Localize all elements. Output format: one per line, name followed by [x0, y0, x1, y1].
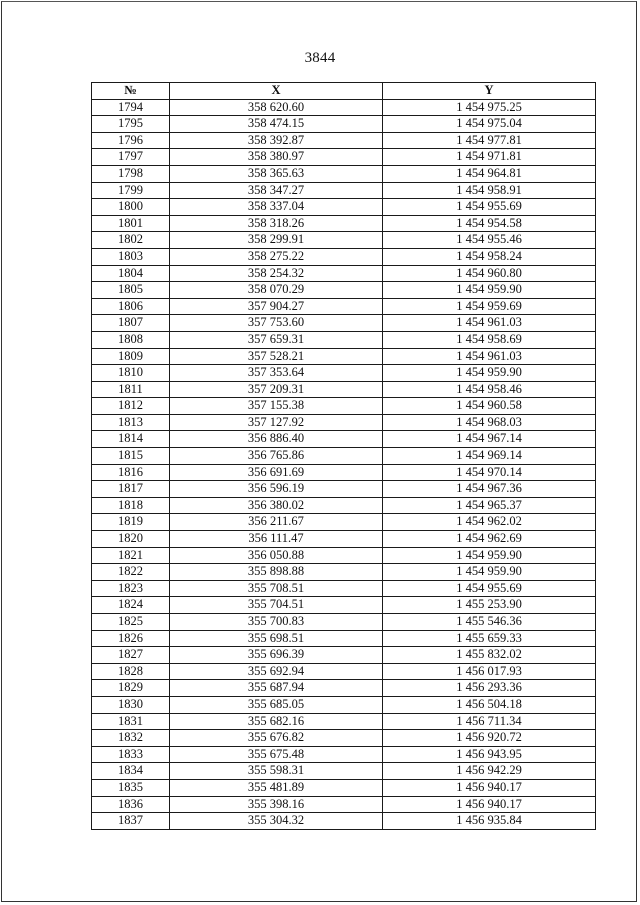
table-body — [92, 99, 596, 829]
table-row — [92, 730, 596, 747]
table-row — [92, 481, 596, 498]
cell-x: 356 691.69 — [170, 464, 383, 481]
cell-y: 1 454 959.69 — [383, 298, 596, 315]
cell-x: 358 392.87 — [170, 132, 383, 149]
cell-number: 1830 — [92, 696, 170, 713]
cell-y: 1 455 546.36 — [383, 614, 596, 631]
cell-number: 1835 — [92, 779, 170, 796]
table-header-row — [92, 83, 596, 100]
table-row — [92, 431, 596, 448]
cell-x: 358 365.63 — [170, 165, 383, 182]
table-row — [92, 779, 596, 796]
cell-number: 1797 — [92, 149, 170, 166]
table-row — [92, 381, 596, 398]
cell-number: 1823 — [92, 580, 170, 597]
cell-number: 1813 — [92, 414, 170, 431]
cell-y: 1 454 954.58 — [383, 215, 596, 232]
cell-number: 1795 — [92, 116, 170, 133]
cell-x: 355 598.31 — [170, 763, 383, 780]
cell-number: 1818 — [92, 497, 170, 514]
cell-number: 1836 — [92, 796, 170, 813]
cell-number: 1802 — [92, 232, 170, 249]
cell-y: 1 454 969.14 — [383, 448, 596, 465]
cell-y: 1 454 955.46 — [383, 232, 596, 249]
cell-x: 358 254.32 — [170, 265, 383, 282]
cell-number: 1805 — [92, 282, 170, 299]
cell-x: 355 685.05 — [170, 696, 383, 713]
cell-number: 1816 — [92, 464, 170, 481]
cell-y: 1 456 920.72 — [383, 730, 596, 747]
cell-y: 1 455 659.33 — [383, 630, 596, 647]
table-row — [92, 497, 596, 514]
cell-x: 358 275.22 — [170, 248, 383, 265]
cell-number: 1831 — [92, 713, 170, 730]
header-x: X — [170, 83, 383, 100]
cell-x: 358 347.27 — [170, 182, 383, 199]
cell-number: 1837 — [92, 813, 170, 830]
cell-number: 1826 — [92, 630, 170, 647]
table-row — [92, 331, 596, 348]
cell-y: 1 454 958.91 — [383, 182, 596, 199]
cell-x: 355 676.82 — [170, 730, 383, 747]
cell-number: 1827 — [92, 647, 170, 664]
cell-y: 1 454 971.81 — [383, 149, 596, 166]
cell-x: 356 111.47 — [170, 531, 383, 548]
cell-number: 1810 — [92, 365, 170, 382]
table-row — [92, 315, 596, 332]
table-row — [92, 746, 596, 763]
cell-x: 355 398.16 — [170, 796, 383, 813]
cell-number: 1821 — [92, 547, 170, 564]
cell-x: 358 070.29 — [170, 282, 383, 299]
cell-x: 356 050.88 — [170, 547, 383, 564]
coordinates-table — [91, 82, 596, 830]
cell-number: 1833 — [92, 746, 170, 763]
table-row — [92, 116, 596, 133]
cell-number: 1806 — [92, 298, 170, 315]
cell-y: 1 454 962.69 — [383, 531, 596, 548]
cell-x: 357 659.31 — [170, 331, 383, 348]
cell-y: 1 454 958.24 — [383, 248, 596, 265]
cell-y: 1 454 960.80 — [383, 265, 596, 282]
cell-x: 355 687.94 — [170, 680, 383, 697]
table-row — [92, 696, 596, 713]
table-row — [92, 348, 596, 365]
table-row — [92, 232, 596, 249]
cell-y: 1 456 940.17 — [383, 796, 596, 813]
table-row — [92, 398, 596, 415]
cell-number: 1832 — [92, 730, 170, 747]
cell-number: 1804 — [92, 265, 170, 282]
cell-x: 357 753.60 — [170, 315, 383, 332]
cell-number: 1824 — [92, 597, 170, 614]
table-row — [92, 165, 596, 182]
cell-x: 357 127.92 — [170, 414, 383, 431]
cell-x: 357 353.64 — [170, 365, 383, 382]
cell-number: 1803 — [92, 248, 170, 265]
cell-x: 356 596.19 — [170, 481, 383, 498]
cell-y: 1 454 968.03 — [383, 414, 596, 431]
table-row — [92, 149, 596, 166]
cell-number: 1798 — [92, 165, 170, 182]
table-row — [92, 564, 596, 581]
cell-y: 1 454 962.02 — [383, 514, 596, 531]
table-row — [92, 448, 596, 465]
cell-y: 1 454 961.03 — [383, 315, 596, 332]
cell-y: 1 456 940.17 — [383, 779, 596, 796]
cell-number: 1809 — [92, 348, 170, 365]
table-row — [92, 132, 596, 149]
cell-x: 355 898.88 — [170, 564, 383, 581]
cell-y: 1 454 970.14 — [383, 464, 596, 481]
cell-x: 355 704.51 — [170, 597, 383, 614]
cell-y: 1 456 017.93 — [383, 663, 596, 680]
cell-x: 355 692.94 — [170, 663, 383, 680]
cell-y: 1 456 943.95 — [383, 746, 596, 763]
table-row — [92, 99, 596, 116]
cell-y: 1 456 504.18 — [383, 696, 596, 713]
table-row — [92, 630, 596, 647]
table-row — [92, 215, 596, 232]
cell-y: 1 455 253.90 — [383, 597, 596, 614]
cell-x: 355 675.48 — [170, 746, 383, 763]
table-row — [92, 713, 596, 730]
cell-x: 355 700.83 — [170, 614, 383, 631]
table-row — [92, 464, 596, 481]
cell-x: 355 304.32 — [170, 813, 383, 830]
table-row — [92, 647, 596, 664]
cell-number: 1829 — [92, 680, 170, 697]
cell-number: 1811 — [92, 381, 170, 398]
cell-x: 357 155.38 — [170, 398, 383, 415]
table-row — [92, 182, 596, 199]
table-row — [92, 663, 596, 680]
table-row — [92, 580, 596, 597]
cell-number: 1822 — [92, 564, 170, 581]
cell-y: 1 455 832.02 — [383, 647, 596, 664]
cell-x: 358 620.60 — [170, 99, 383, 116]
cell-number: 1808 — [92, 331, 170, 348]
cell-x: 356 211.67 — [170, 514, 383, 531]
table-row — [92, 597, 596, 614]
cell-number: 1815 — [92, 448, 170, 465]
table-row — [92, 248, 596, 265]
cell-x: 358 337.04 — [170, 199, 383, 216]
cell-y: 1 454 960.58 — [383, 398, 596, 415]
cell-y: 1 454 967.36 — [383, 481, 596, 498]
cell-x: 355 682.16 — [170, 713, 383, 730]
cell-x: 355 698.51 — [170, 630, 383, 647]
cell-x: 356 765.86 — [170, 448, 383, 465]
cell-number: 1800 — [92, 199, 170, 216]
cell-y: 1 454 955.69 — [383, 199, 596, 216]
table-row — [92, 547, 596, 564]
cell-number: 1807 — [92, 315, 170, 332]
cell-x: 358 474.15 — [170, 116, 383, 133]
cell-y: 1 454 958.46 — [383, 381, 596, 398]
cell-y: 1 454 967.14 — [383, 431, 596, 448]
cell-y: 1 454 955.69 — [383, 580, 596, 597]
cell-number: 1801 — [92, 215, 170, 232]
cell-y: 1 456 711.34 — [383, 713, 596, 730]
cell-number: 1820 — [92, 531, 170, 548]
header-number: № — [92, 83, 170, 100]
cell-number: 1812 — [92, 398, 170, 415]
cell-y: 1 454 977.81 — [383, 132, 596, 149]
cell-number: 1817 — [92, 481, 170, 498]
cell-y: 1 454 965.37 — [383, 497, 596, 514]
cell-number: 1825 — [92, 614, 170, 631]
cell-y: 1 456 935.84 — [383, 813, 596, 830]
table-row — [92, 796, 596, 813]
cell-x: 355 708.51 — [170, 580, 383, 597]
cell-y: 1 454 958.69 — [383, 331, 596, 348]
cell-number: 1828 — [92, 663, 170, 680]
cell-x: 355 696.39 — [170, 647, 383, 664]
table-row — [92, 282, 596, 299]
cell-x: 356 380.02 — [170, 497, 383, 514]
table-row — [92, 265, 596, 282]
table-row — [92, 199, 596, 216]
cell-y: 1 456 293.36 — [383, 680, 596, 697]
table-row — [92, 365, 596, 382]
cell-x: 358 318.26 — [170, 215, 383, 232]
cell-x: 357 209.31 — [170, 381, 383, 398]
cell-number: 1799 — [92, 182, 170, 199]
cell-y: 1 456 942.29 — [383, 763, 596, 780]
table-row — [92, 414, 596, 431]
cell-y: 1 454 975.25 — [383, 99, 596, 116]
table-row — [92, 298, 596, 315]
cell-y: 1 454 975.04 — [383, 116, 596, 133]
cell-x: 357 904.27 — [170, 298, 383, 315]
cell-number: 1814 — [92, 431, 170, 448]
cell-x: 358 380.97 — [170, 149, 383, 166]
table-row — [92, 763, 596, 780]
page-number: 3844 — [304, 50, 336, 66]
cell-y: 1 454 959.90 — [383, 365, 596, 382]
header-y: Y — [383, 83, 596, 100]
cell-y: 1 454 959.90 — [383, 547, 596, 564]
cell-number: 1834 — [92, 763, 170, 780]
table-row — [92, 614, 596, 631]
cell-y: 1 454 964.81 — [383, 165, 596, 182]
cell-y: 1 454 959.90 — [383, 282, 596, 299]
cell-number: 1796 — [92, 132, 170, 149]
cell-number: 1794 — [92, 99, 170, 116]
cell-x: 355 481.89 — [170, 779, 383, 796]
cell-number: 1819 — [92, 514, 170, 531]
cell-x: 357 528.21 — [170, 348, 383, 365]
table-row — [92, 514, 596, 531]
table-row — [92, 531, 596, 548]
cell-x: 358 299.91 — [170, 232, 383, 249]
cell-y: 1 454 959.90 — [383, 564, 596, 581]
cell-x: 356 886.40 — [170, 431, 383, 448]
cell-y: 1 454 961.03 — [383, 348, 596, 365]
table-row — [92, 680, 596, 697]
table-row — [92, 813, 596, 830]
